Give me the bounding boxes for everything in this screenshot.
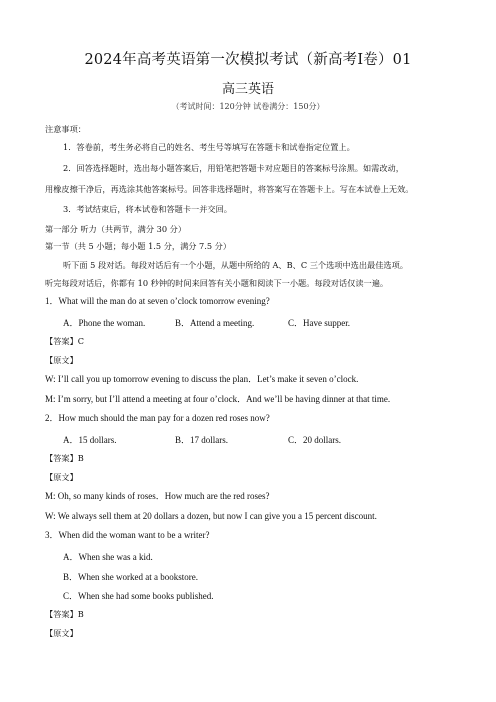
note-1: 1．答卷前，考生务必将自己的姓名、考生号等填写在答题卡和试卷指定位置上。 — [63, 142, 355, 152]
q2-original-label: 【原文】 — [45, 472, 78, 482]
q3-option-c: C．When she had some books published. — [63, 591, 214, 601]
q2-transcript-m: M: Oh, so many kinds of roses．How much are the red roses? — [45, 491, 270, 501]
q2-option-b: B．17 dollars. — [175, 435, 228, 445]
notes-heading: 注意事项： — [45, 124, 86, 134]
q3-option-a: A．When she was a kid. — [63, 552, 153, 562]
instructions-a: 听下面 5 段对话。每段对话后有一个小题，从题中所给的 A、B、C 三个选项中选出最佳选项。 — [63, 260, 408, 270]
q3-original-label: 【原文】 — [45, 628, 78, 638]
page-title: 2024年高考英语第一次模拟考试（新高考Ⅰ卷）01 — [84, 52, 412, 68]
instructions-b: 听完每段对话后，你都有 10 秒钟的时间来回答有关小题和阅读下一小题。每段对话仅读一遍。 — [45, 278, 389, 288]
q1-answer: 【答案】C — [45, 336, 85, 346]
question-1-stem: 1．What will the man do at seven o’clock tomorrow evening? — [45, 296, 270, 306]
q1-option-a: A．Phone the woman. — [63, 318, 146, 328]
section1-heading: 第一节（共 5 小题；每小题 1.5 分，满分 7.5 分） — [45, 241, 232, 251]
q3-answer: 【答案】B — [45, 609, 84, 619]
q1-option-c: C．Have supper. — [288, 318, 350, 328]
q2-transcript-w: W: We always sell them at 20 dollars a dozen, but now I can give you a 15 percent discount. — [45, 511, 377, 521]
part1-heading: 第一部分 听力（共两节，满分 30 分） — [45, 224, 187, 234]
page-subtitle: 高三英语 — [221, 82, 274, 97]
question-1-options — [63, 316, 455, 329]
q3-option-b: B．When she worked at a bookstore. — [63, 572, 198, 582]
q1-transcript-w: W: I’ll call you up tomorrow evening to discuss the plan．Let’s make it seven o’clock. — [45, 374, 359, 384]
q2-option-a: A．15 dollars. — [63, 435, 117, 445]
note-3: 3．考试结束后，将本试卷和答题卡一并交回。 — [63, 204, 232, 214]
question-2-options — [63, 433, 455, 446]
question-2-stem: 2．How much should the man pay for a dozen red roses now? — [45, 413, 270, 423]
q1-original-label: 【原文】 — [45, 355, 78, 365]
q1-option-b: B．Attend a meeting. — [175, 318, 255, 328]
note-2a: 2．回答选择题时，选出每小题答案后，用铅笔把答题卡对应题目的答案标号涂黑。如需改动， — [63, 163, 404, 173]
note-2b: 用橡皮擦干净后，再选涂其他答案标号。回答非选择题时，将答案写在答题卡上。写在本试卷上无效。 — [45, 184, 414, 194]
question-3-stem: 3．When did the woman want to be a writer? — [45, 530, 210, 540]
exam-meta: （考试时间：120分钟 试卷满分：150分） — [171, 102, 325, 111]
q1-transcript-m: M: I’m sorry, but I’ll attend a meeting at four o’clock．And we’ll be having dinner at that time. — [45, 394, 391, 404]
q2-option-c: C．20 dollars. — [288, 435, 341, 445]
q2-answer: 【答案】B — [45, 453, 84, 463]
